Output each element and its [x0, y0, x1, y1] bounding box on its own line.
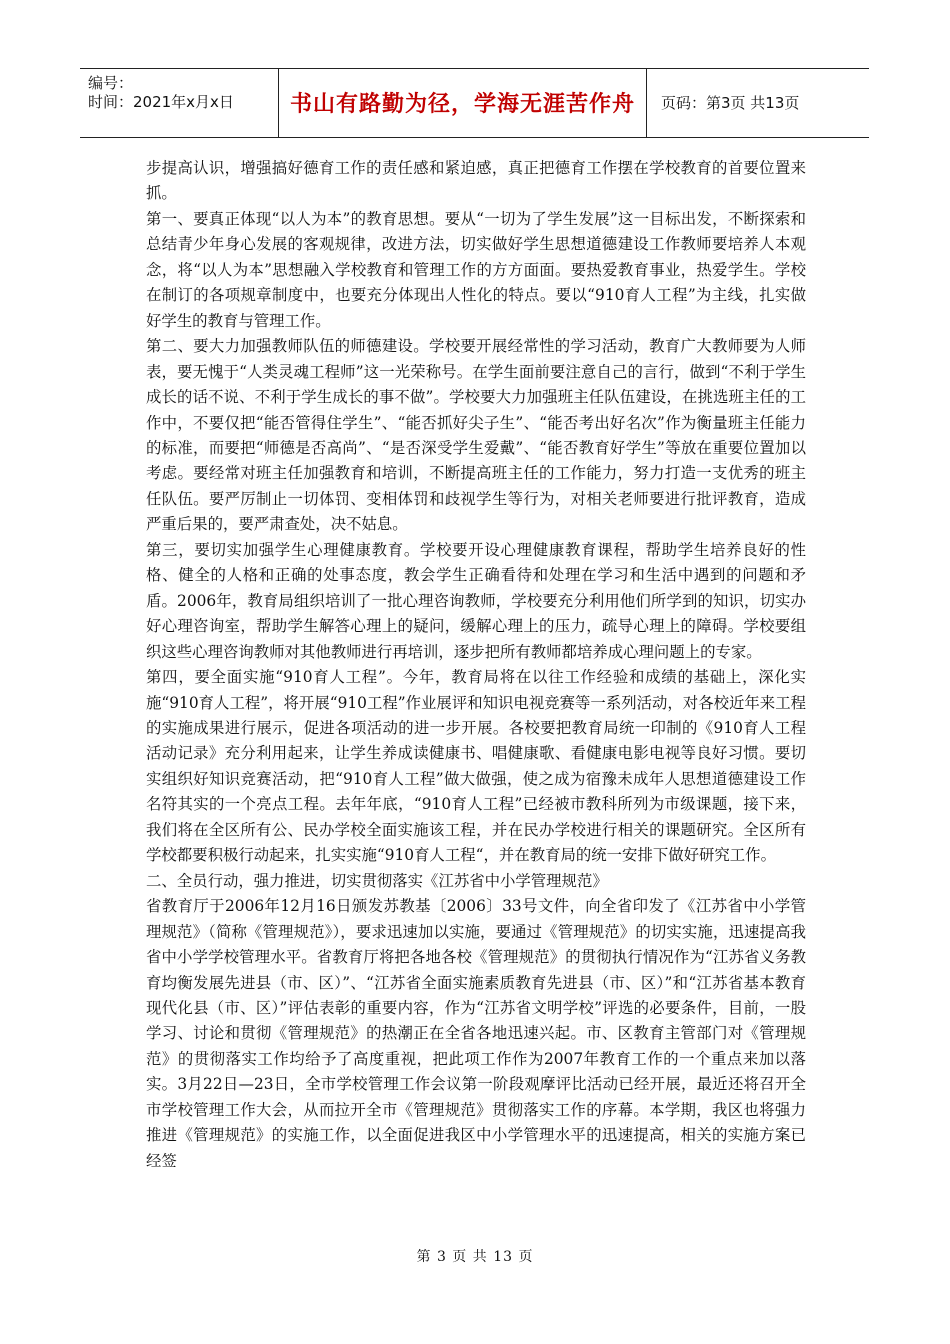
- document-time-label: 时间：2021年x月x日: [88, 93, 234, 111]
- page-footer: 第 3 页 共 13 页: [416, 1249, 534, 1265]
- document-number-label: 编号：: [88, 74, 134, 92]
- body-paragraph: 步提高认识，增强搞好德育工作的责任感和紧迫感，真正把德育工作摆在学校教育的首要位置来抓。: [146, 159, 806, 203]
- document-body: [146, 156, 806, 1174]
- header-page-cell: [647, 69, 869, 137]
- body-paragraph: 第三，要切实加强学生心理健康教育。学校要开设心理健康教育课程，帮助学生培养良好的性格、健全的人格和正确的处事态度，教会学生正确看待和处理在学习和生活中遇到的问题和矛盾。2006年，教育局组织培训了一批心理咨询教师，学校要充分利用他们所学到的知识，切实办好心理咨询室，帮助学生解答心理上的疑问，缓解心理上的压力，疏导心理上的障碍。学校要组织这些心理咨询教师对其他教师进行再培训，逐步把所有教师都培养成心理问题上的专家。: [146, 540, 806, 661]
- header-meta-cell: [80, 69, 279, 137]
- body-paragraph: 第四，要全面实施“910育人工程”。今年，教育局将在以往工作经验和成绩的基础上，深化实施“910育人工程”，将开展“910工程”作业展评和知识电视竞赛等一系列活动，对各校近年来工程的实施成果进行展示，促进各项活动的进一步开展。各校要把教育局统一印制的《910育人工程活动记录》充分利用起来，让学生养成读健康书、唱健康歌、看健康电影电视等良好习惯。要切实组织好知识竞赛活动，把“910育人工程”做大做强，使之成为宿豫未成年人思想道德建设工作名符其实的一个亮点工程。去年年底，“910育人工程”已经被市教科所列为市级课题，接下来，我们将在全区所有公、民办学校全面实施该工程，并在民办学校进行相关的课题研究。全区所有学校都要积极行动起来，扎实实施“910育人工程“，并在教育局的统一安排下做好研究工作。: [146, 668, 806, 865]
- body-paragraph: 第二、要大力加强教师队伍的师德建设。学校要开展经常性的学习活动，教育广大教师要为人师表，要无愧于“人类灵魂工程师”这一光荣称号。在学生面前要注意自己的言行，做到“不利于学生成长的话不说、不利于学生成长的事不做”。学校要大力加强班主任队伍建设，在挑选班主任的工作中，不要仅把“能否管得住学生”、“能否抓好尖子生”、“能否考出好名次”作为衡量班主任能力的标准，而要把“师德是否高尚”、“是否深受学生爱戴”、“能否教育好学生”等放在重要位置加以考虑。要经常对班主任加强教育和培训，不断提高班主任的工作能力，努力打造一支优秀的班主任队伍。要严厉制止一切体罚、变相体罚和歧视学生等行为，对相关老师要进行批评教育，造成严重后果的，要严肃查处，决不姑息。: [146, 337, 806, 534]
- header-motto: 书山有路勤为径，学海无涯苦作舟: [289, 92, 635, 117]
- header-page-info: 页码：第3页 共13页: [661, 94, 800, 112]
- page-header: [80, 68, 869, 138]
- body-paragraph: 省教育厅于2006年12月16日颁发苏教基〔2006〕33号文件，向全省印发了《江苏省中小学管理规范》（简称《管理规范》），要求迅速加以实施，要通过《管理规范》的切实实施，迅速提高我省中小学学校管理水平。省教育厅将把各地各校《管理规范》的贯彻执行情况作为“江苏省义务教育均衡发展先进县（市、区）”、“江苏省全面实施素质教育先进县（市、区）”和“江苏省基本教育现代化县（市、区）”评估表彰的重要内容，作为“江苏省文明学校”评选的必要条件，目前，一股学习、讨论和贯彻《管理规范》的热潮正在全省各地迅速兴起。市、区教育主管部门对《管理规范》的贯彻落实工作均给予了高度重视，把此项工作作为2007年教育工作的一个重点来加以落实。3月22日—23日，全市学校管理工作会议第一阶段观摩评比活动已经开展，最近还将召开全市学校管理工作大会，从而拉开全市《管理规范》贯彻落实工作的序幕。本学期，我区也将强力推进《管理规范》的实施工作，以全面促进我区中小学管理水平的迅速提高，相关的实施方案已经签: [146, 897, 806, 1170]
- body-paragraph: 第一、要真正体现“以人为本”的教育思想。要从“一切为了学生发展”这一目标出发，不断探索和总结青少年身心发展的客观规律，改进方法，切实做好学生思想道德建设工作教师要培养人本观念，将“以人为本”思想融入学校教育和管理工作的方方面面。要热爱教育事业，热爱学生。学校在制订的各项规章制度中，也要充分体现出人性化的特点。要以“910育人工程”为主线，扎实做好学生的教育与管理工作。: [146, 209, 806, 330]
- header-motto-cell: [279, 69, 647, 137]
- section-heading: 二、全员行动，强力推进，切实贯彻落实《江苏省中小学管理规范》: [146, 871, 608, 890]
